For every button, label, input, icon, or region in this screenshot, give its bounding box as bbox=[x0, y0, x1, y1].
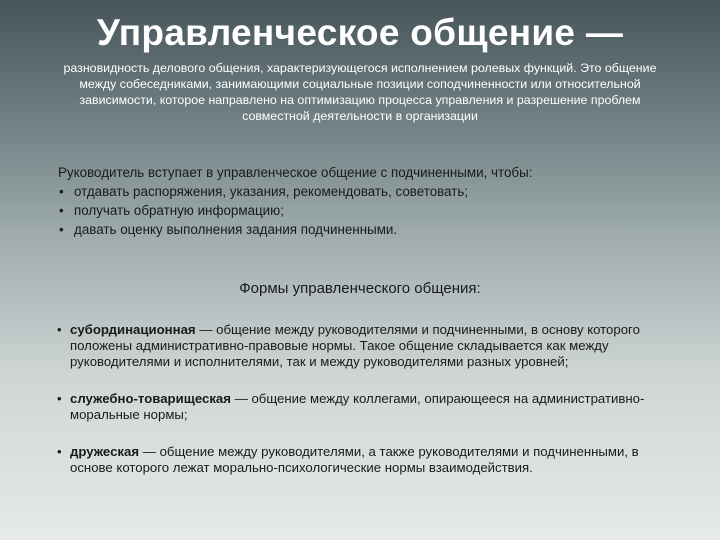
bullet-icon: • bbox=[59, 203, 64, 218]
slide-title: Управленческое общение — bbox=[96, 12, 624, 53]
forms-list bbox=[57, 322, 667, 497]
intro-list-item bbox=[58, 182, 678, 201]
bullet-icon: • bbox=[57, 322, 62, 337]
slide-subtitle: разновидность делового общения, характеризующегося исполнением ролевых функций. Это общение между собеседниками, занимающими социальные позиции соподчиненности или относительной зависимости, которое направлено на оптимизацию процесса управления и разрешение проблем совместной деятельности в организации bbox=[63, 61, 657, 123]
form-description: — общение между руководителями и подчиненными, в основу которого положены административно-правовые нормы. Такое общение складывается как между руководителями и исполнителями, так и между руководителями разных уровней; bbox=[70, 322, 640, 369]
intro-list-item bbox=[58, 220, 678, 239]
intro-list bbox=[58, 182, 678, 239]
intro-item-text: давать оценку выполнения задания подчиненными. bbox=[74, 222, 398, 237]
bullet-icon: • bbox=[59, 222, 64, 237]
bullet-icon: • bbox=[59, 184, 64, 199]
form-description: — общение между коллегами, опирающееся на административно-моральные нормы; bbox=[70, 391, 645, 422]
form-description: — общение между руководителями, а также руководителями и подчиненными, в основе которого лежат морально-психологические нормы взаимодействия. bbox=[70, 444, 639, 475]
form-term: служебно-товарищеская bbox=[70, 391, 231, 406]
form-term: субординационная bbox=[70, 322, 196, 337]
intro-item-text: получать обратную информацию; bbox=[74, 203, 284, 218]
bullet-icon: • bbox=[57, 391, 62, 406]
intro-list-item bbox=[58, 201, 678, 220]
bullet-icon: • bbox=[57, 444, 62, 459]
intro-lead: Руководитель вступает в управленческое общение с подчиненными, чтобы: bbox=[58, 165, 533, 180]
form-item-collegial bbox=[57, 391, 667, 423]
intro-item-text: отдавать распоряжения, указания, рекомендовать, советовать; bbox=[74, 184, 469, 199]
intro-block bbox=[58, 163, 678, 239]
forms-heading: Формы управленческого общения: bbox=[239, 280, 481, 297]
form-item-subordinate bbox=[57, 322, 667, 370]
form-item-friendly bbox=[57, 444, 667, 476]
form-term: дружеская bbox=[70, 444, 140, 459]
